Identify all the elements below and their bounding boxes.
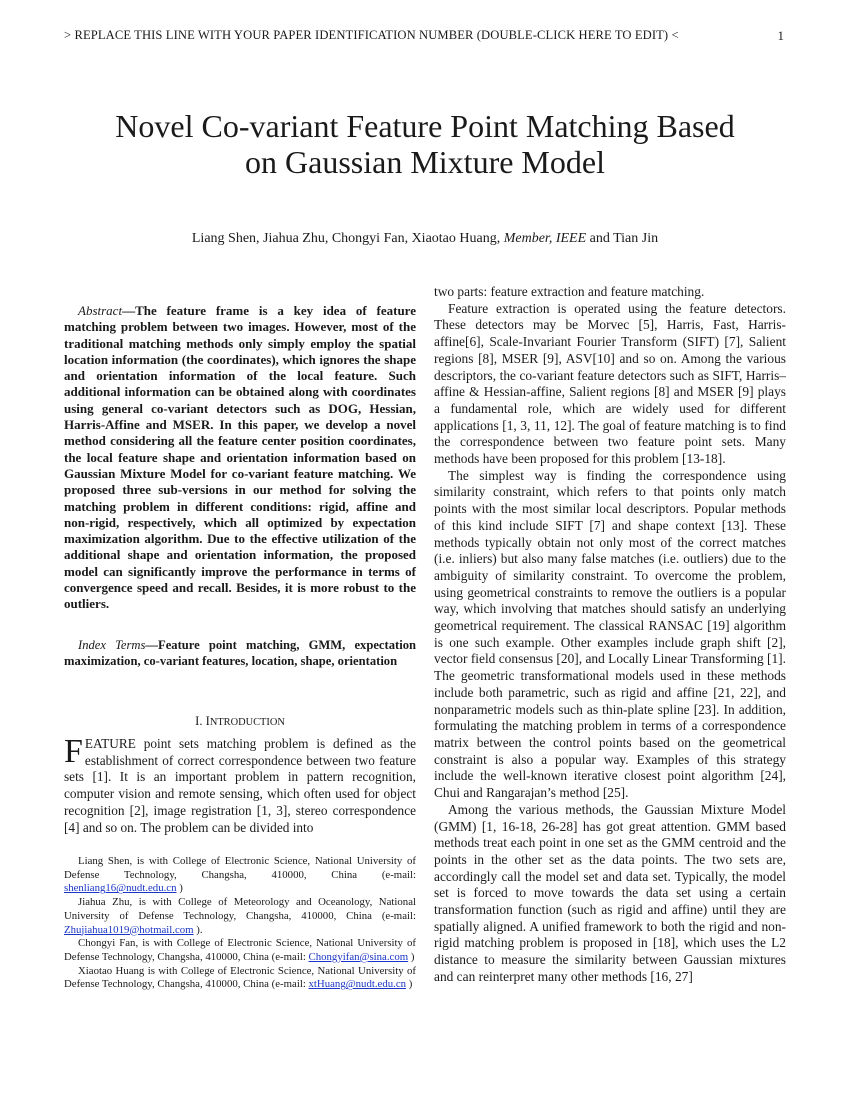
title-line-1: Novel Co-variant Feature Point Matching Based — [115, 108, 735, 144]
abstract-text: —The feature frame is a key idea of feature matching problem between two images. However, most of the traditional matching methods only simply employ the spatial location information (the coordinates), which ignores the shape and orientation information of the local feature. Such additional information can be obtained along with coordinates using general co-variant detectors such as DOG, Hessian, Harris-Affine and MSER. In this paper, we develop a novel method considering all the feature center position coordinates, the local feature shape and orientation information based on Gaussian Mixture Model for co-variant feature matching. We proposed three sub-versions in our method for solving the matching problem in different conditions: rigid, affine and non-rigid, respectively, which all optimized by expectation maximization algorithm. Due to the effective utilization of the additional shape and orientation information, the proposed model can significantly improve the performance in terms of convergence speed and recall. Besides, it is more robust to the outliers. — [64, 303, 416, 612]
footnote: Xiaotao Huang is with College of Electronic Science, National University of Defense Technology, Changsha, 410000, China (e-mail: xtHuang@nudt.edu.cn ) — [64, 964, 416, 991]
email-link[interactable]: Chongyifan@sina.com — [308, 950, 409, 963]
email-link[interactable]: shenliang16@nudt.edu.cn — [64, 882, 177, 895]
running-header: > REPLACE THIS LINE WITH YOUR PAPER IDENTIFICATION NUMBER (DOUBLE-CLICK HERE TO EDIT) < — [64, 28, 679, 42]
paper-title — [70, 108, 780, 180]
introduction-paragraph — [64, 733, 416, 836]
intro-text: EATURE point sets matching problem is defined as the establishment of correct correspondence between two feature sets [1]. It is an important problem in pattern recognition, computer vision and remote sensing, which often used for object recognition [2], image registration [1, 3], stereo correspondence [4] and so on. The problem can be divided into — [64, 736, 416, 835]
section-title-rest: NTRODUCTION — [209, 717, 285, 728]
abstract — [64, 303, 416, 613]
right-column — [434, 284, 786, 986]
drop-cap: F — [64, 733, 83, 770]
paragraph: The simplest way is finding the correspondence using similarity constraint, which refers to that points only match points with the most similar local descriptors. Popular methods of this kind include SIFT [7] and shape context [13]. These methods typically obtain not only most of the correct matches (i.e. inliers) but also many false matches (i.e. outliers) due to the ambiguity of similarity constraint. To overcome the problem, using geometrical constraints to remove the outliers is a popular way, which involving that matches should satisfy an underlying geometrical requirement. The classical RANSAC [19] algorithm is one such example. Other examples include graph shift [2], vector field consensus [20], and Locally Linear Transforming [1]. The geometric transformational models used in these methods include both parametric, such as rigid and affine [21, 22], and nonparametric models such as thin-plate spline [23]. In addition, formulating the matching problem in terms of a correspondence matrix between the control points based on the geometrical constraint is also a popular way. Examples of this strategy include the well-known iterative closest point algorithm [24], Chui and Rangarajan’s method [25]. — [434, 467, 786, 801]
footnote: Chongyi Fan, is with College of Electronic Science, National University of Defense Technology, Changsha, 410000, China (e-mail: Chongyifan@sina.com ) — [64, 937, 416, 963]
index-terms — [64, 637, 416, 670]
author-last: and Tian Jin — [586, 231, 659, 246]
paragraph: two parts: feature extraction and feature matching. — [434, 284, 705, 299]
email-link[interactable]: xtHuang@nudt.edu.cn — [308, 978, 407, 991]
section-numeral: I. — [195, 714, 206, 728]
index-terms-text: —Feature point matching, GMM, expectation maximization, co-variant features, location, shape, orientation — [64, 638, 416, 669]
author-line — [60, 231, 790, 247]
section-heading-introduction — [64, 714, 416, 729]
section-initial: I — [205, 714, 210, 728]
author-names: Liang Shen, Jiahua Zhu, Chongyi Fan, Xiaotao Huang, — [191, 231, 504, 246]
author-membership: Member, IEEE — [503, 231, 587, 246]
author-footnotes — [64, 855, 416, 992]
paragraph: Among the various methods, the Gaussian Mixture Model (GMM) [1, 16-18, 26-28] has got great attention. GMM based methods treat each point in one set as the GMM centroid and the points in the other set as the data points. The two sets are, accordingly call the model set and data set. Typically, the model set is forced to move towards the data set using a certain transformation function (such as rigid and affine) until they are spatially aligned. A unified framework to both the rigid and non-rigid matching problem is proposed in [18], which uses the L2 distance to measure the similarity between Gaussian mixtures and can reinterpret many other methods [16, 27] — [434, 801, 786, 984]
footnote: Liang Shen, is with College of Electronic Science, National University of Defense Technology, Changsha, 410000, China (e-mail: shenliang16@nudt.edu.cn ) — [64, 855, 416, 895]
email-link[interactable]: Zhujiahua1019@hotmail.com — [64, 923, 194, 936]
paragraph: Feature extraction is operated using the feature detectors. These detectors may be Morvec [5], Harris, Fast, Harris-affine[6], Scale-Invariant Fourier Transform (SIFT) [7], Salient regions [8], MSER [9], ASV[10] and so on. Among the various descriptors, the co-variant feature detectors such as SIFT, Harris–affine & Hessian-affine, Salient regions [8] and MSER [9] plays a fundamental role, which are widely used for different applications [1, 3, 11, 12]. The goal of feature matching is to find the correspondence between two feature point sets. Many methods have been proposed for this problem [13-18]. — [434, 300, 786, 467]
title-line-2: on Gaussian Mixture Model — [245, 144, 605, 180]
footnote: Jiahua Zhu, is with College of Meteorology and Oceanology, National University of Defense Technology, Changsha, 410000, China (e-mail: Zhujiahua1019@hotmail.com ). — [64, 896, 416, 936]
page-number: 1 — [777, 28, 784, 43]
index-terms-label: Index Terms — [78, 638, 146, 652]
abstract-label: Abstract — [78, 303, 123, 318]
